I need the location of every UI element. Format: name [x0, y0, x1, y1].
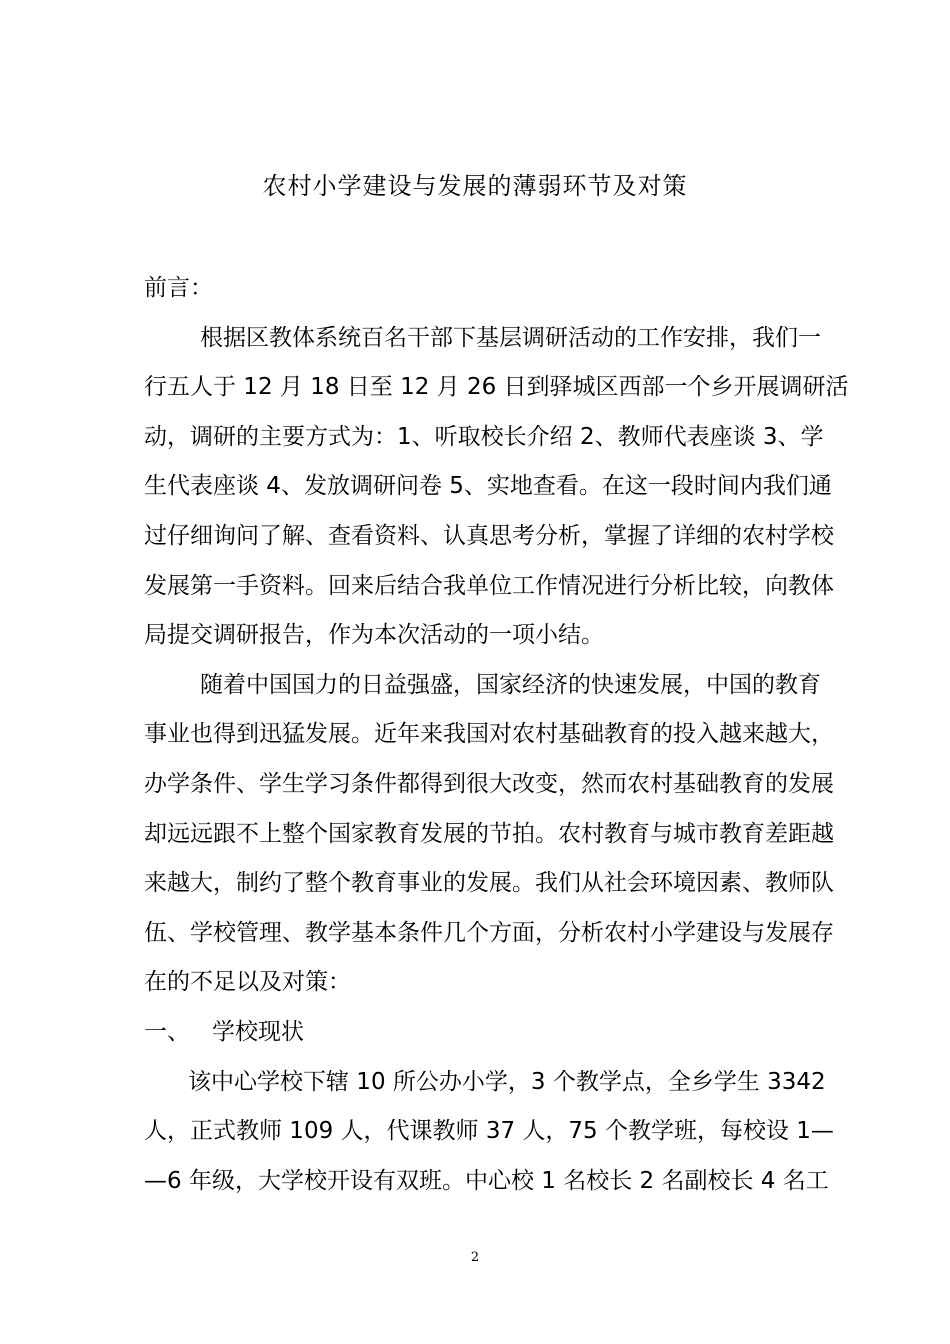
paragraph-line: 随着中国国力的日益强盛，国家经济的快速发展，中国的教育	[200, 671, 821, 698]
paragraph-intro	[144, 314, 849, 661]
paragraph-line: —6 年级，大学校开设有双班。中心校 1 名校长 2 名副校长 4 名工	[144, 1167, 829, 1194]
document-title: 农村小学建设与发展的薄弱环节及对策	[262, 172, 688, 200]
paragraph-line: 动，调研的主要方式为：1、听取校长介绍 2、教师代表座谈 3、学	[144, 423, 824, 450]
paragraph-line: 过仔细询问了解、查看资料、认真思考分析，掌握了详细的农村学校	[144, 522, 834, 549]
section-title: 学校现状	[212, 1018, 304, 1045]
paragraph-line: 根据区教体系统百名干部下基层调研活动的工作安排，我们一	[200, 324, 821, 351]
paragraph-line: 却远远跟不上整个国家教育发展的节拍。农村教育与城市教育差距越	[144, 820, 834, 847]
preface-label: 前言：	[144, 275, 213, 301]
page-number: 2	[470, 1250, 480, 1265]
document-body	[144, 264, 849, 1206]
paragraph-line: 事业也得到迅猛发展。近年来我国对农村基础教育的投入越来越大，	[144, 721, 834, 748]
paragraph-line: 生代表座谈 4、发放调研问卷 5、实地查看。在这一段时间内我们通	[144, 473, 832, 500]
paragraph-line: 发展第一手资料。回来后结合我单位工作情况进行分析比较，向教体	[144, 572, 834, 599]
paragraph-line: 行五人于 12 月 18 日至 12 月 26 日到驿城区西部一个乡开展调研活	[144, 374, 849, 401]
paragraph-line: 该中心学校下辖 10 所公办小学，3 个教学点，全乡学生 3342	[188, 1068, 826, 1095]
paragraph-background	[144, 661, 834, 1008]
section-heading	[144, 1008, 812, 1058]
paragraph-line: 在的不足以及对策：	[144, 969, 351, 996]
paragraph-line: 办学条件、学生学习条件都得到很大改变，然而农村基础教育的发展	[144, 770, 834, 797]
paragraph-line: 来越大，制约了整个教育事业的发展。我们从社会环境因素、教师队	[144, 870, 834, 897]
paragraph-line: 人，正式教师 109 人，代课教师 37 人，75 个教学班，每校设 1—	[144, 1118, 834, 1145]
paragraph-line: 局提交调研报告，作为本次活动的一项小结。	[144, 622, 604, 649]
section-number: 一、	[144, 1018, 190, 1045]
paragraph-school-status	[144, 1058, 834, 1207]
paragraph-line: 伍、学校管理、教学基本条件几个方面，分析农村小学建设与发展存	[144, 919, 834, 946]
